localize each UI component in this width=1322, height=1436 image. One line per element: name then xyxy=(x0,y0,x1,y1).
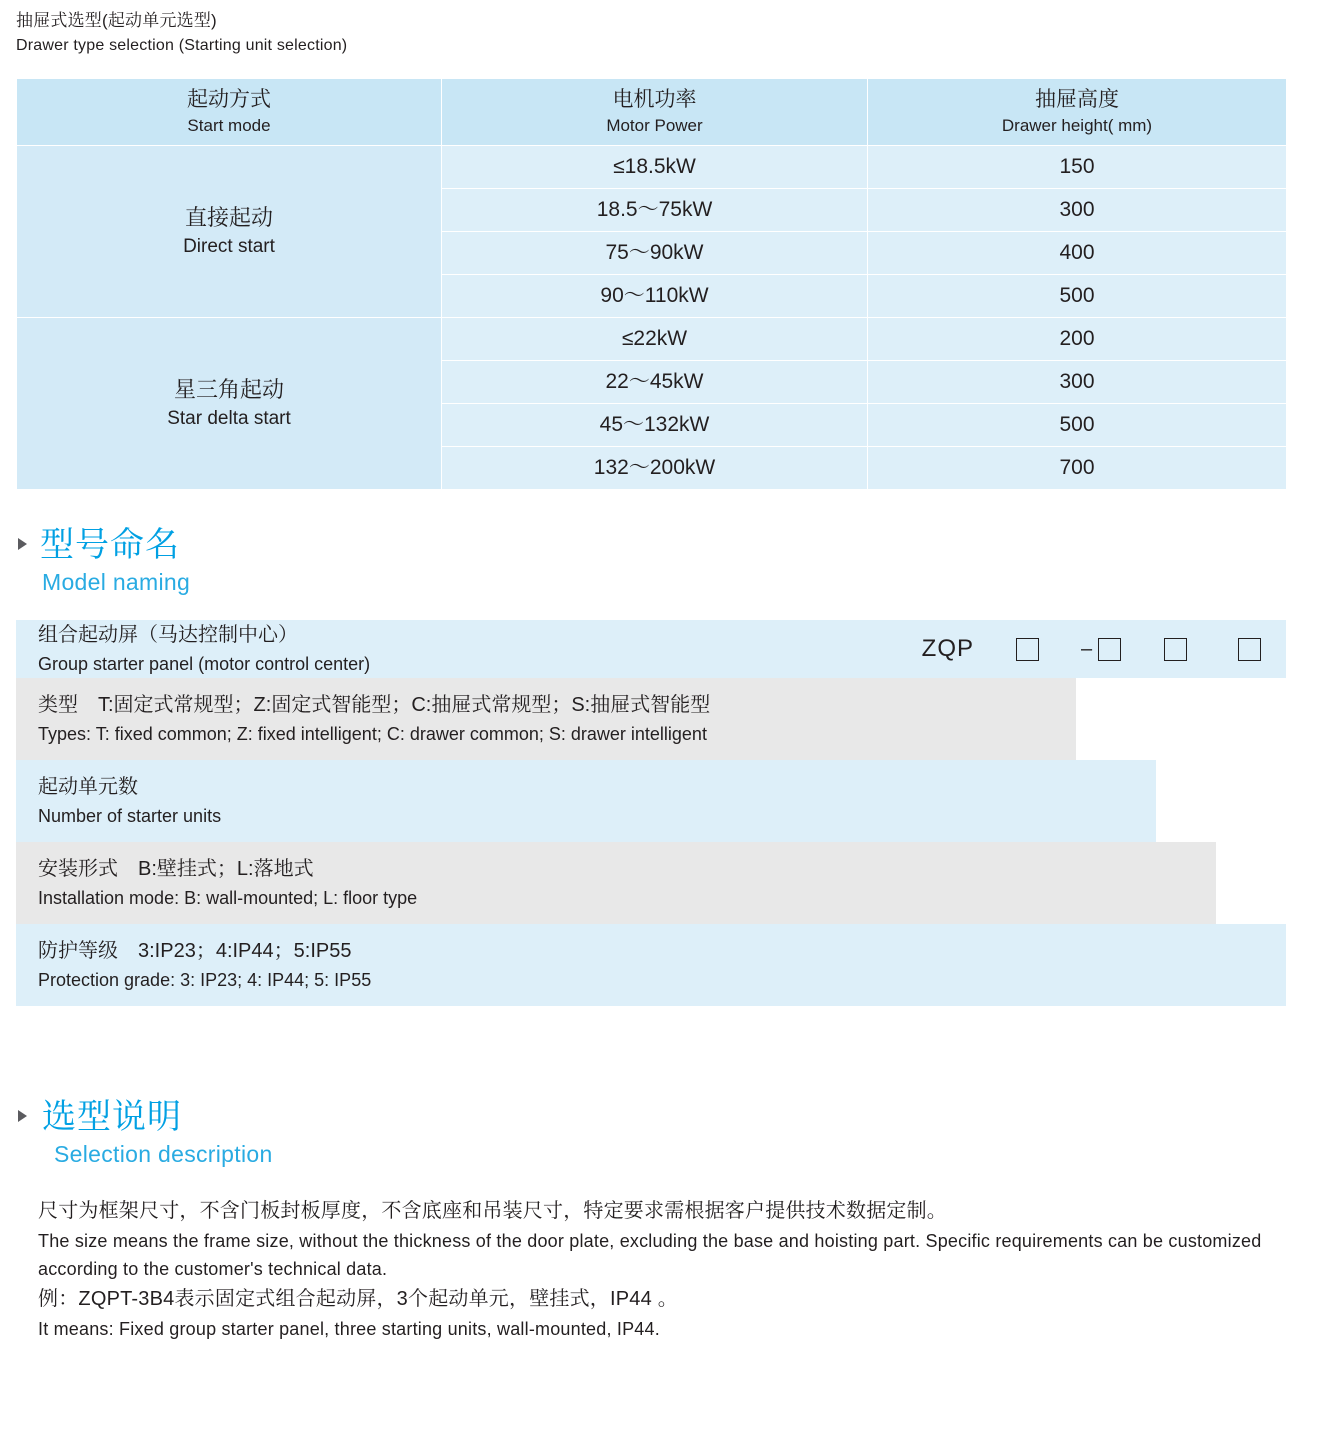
cell-power: 18.5～75kW xyxy=(442,189,868,232)
checkbox-square-icon xyxy=(1164,638,1187,661)
header-start-mode xyxy=(17,79,442,146)
cell-height: 700 xyxy=(868,447,1287,490)
header-drawer-height-cn: 抽屉高度 xyxy=(1035,88,1119,111)
cell-height: 500 xyxy=(868,275,1287,318)
triangle-right-icon xyxy=(18,1110,27,1122)
mode-direct-en: Direct start xyxy=(183,235,275,257)
model-naming-heading-cn: 型号命名 xyxy=(40,526,180,564)
model-naming-diagram xyxy=(16,620,1286,1006)
header-drawer-height xyxy=(868,79,1287,146)
cell-height: 300 xyxy=(868,189,1287,232)
code-slot-install[interactable] xyxy=(1138,638,1212,661)
naming-row-protection-en: Protection grade: 3: IP23; 4: IP44; 5: IP55 xyxy=(38,970,372,990)
cell-power: 132～200kW xyxy=(442,447,868,490)
naming-row-types-text xyxy=(16,678,1076,760)
cell-power: ≤18.5kW xyxy=(442,146,868,189)
code-slot-protection[interactable] xyxy=(1212,638,1286,661)
header-start-mode-cn: 起动方式 xyxy=(187,88,271,111)
naming-row-install-en: Installation mode: B: wall-mounted; L: floor type xyxy=(38,888,418,908)
cell-start-mode-star-delta xyxy=(17,318,442,490)
naming-row-product xyxy=(16,620,1286,678)
cell-height: 150 xyxy=(868,146,1287,189)
model-code-prefix: ZQP xyxy=(921,635,974,662)
drawer-selection-table xyxy=(16,78,1287,490)
desc-line-1-cn: 尺寸为框架尺寸，不含门板封板厚度，不含底座和吊装尺寸，特定要求需根据客户提供技术数据定制。 xyxy=(38,1200,947,1222)
triangle-right-icon xyxy=(18,538,27,550)
cell-height: 300 xyxy=(868,361,1287,404)
mode-direct-cn: 直接起动 xyxy=(184,204,273,230)
naming-row-install xyxy=(16,842,1216,924)
naming-row-types-en: Types: T: fixed common; Z: fixed intelligent; C: drawer common; S: drawer intelligent xyxy=(38,724,707,744)
table-row xyxy=(17,318,1287,361)
model-code-slots xyxy=(922,635,1286,663)
table-row xyxy=(17,146,1287,189)
model-naming-heading-en: Model naming xyxy=(42,569,191,595)
header-motor-power-en: Motor Power xyxy=(606,116,703,135)
checkbox-square-icon xyxy=(1016,638,1039,661)
checkbox-square-icon xyxy=(1238,638,1261,661)
naming-row-units-en: Number of starter units xyxy=(38,806,222,826)
cell-power: ≤22kW xyxy=(442,318,868,361)
header-drawer-height-en: Drawer height( mm) xyxy=(1001,116,1153,135)
checkbox-square-icon xyxy=(1098,638,1121,661)
naming-row-install-cn: 安装形式 B:壁挂式；L:落地式 xyxy=(38,858,314,880)
cell-power: 22～45kW xyxy=(442,361,868,404)
drawer-selection-table-wrap xyxy=(16,78,1286,490)
section-heading-selection-description xyxy=(18,1096,618,1170)
code-slot-units[interactable] xyxy=(1064,638,1138,661)
naming-row-units-text xyxy=(16,760,1156,842)
mode-star-delta-cn: 星三角起动 xyxy=(173,376,284,402)
naming-row-units-cn: 起动单元数 xyxy=(38,776,138,798)
mode-star-delta-en: Star delta start xyxy=(167,407,291,429)
desc-line-2-en: The size means the frame size, without the thickness of the door plate, excluding the base and hoisting part. Specific requirements can be customized according to the customer's technical data. xyxy=(38,1231,1262,1279)
naming-row-install-text xyxy=(16,842,1216,924)
selection-heading-cn: 选型说明 xyxy=(42,1098,182,1136)
naming-row-protection-text xyxy=(16,924,1286,1006)
table-caption-cn: 抽屉式选型(起动单元选型) xyxy=(16,11,217,30)
header-motor-power xyxy=(442,79,868,146)
cell-start-mode-direct xyxy=(17,146,442,318)
selection-heading-en: Selection description xyxy=(54,1141,273,1167)
desc-line-3-cn: 例：ZQPT-3B4表示固定式组合起动屏，3个起动单元，壁挂式，IP44 。 xyxy=(38,1288,678,1310)
naming-row-protection-cn: 防护等级 3:IP23；4:IP44；5:IP55 xyxy=(38,940,352,962)
header-motor-power-cn: 电机功率 xyxy=(612,88,697,111)
naming-row-product-en: Group starter panel (motor control center) xyxy=(38,654,371,674)
table-caption xyxy=(16,8,916,58)
table-header-row xyxy=(17,79,1287,146)
header-start-mode-en: Start mode xyxy=(187,116,271,135)
naming-row-units xyxy=(16,760,1156,842)
cell-power: 75～90kW xyxy=(442,232,868,275)
naming-row-product-cn: 组合起动屏（马达控制中心） xyxy=(38,624,298,646)
desc-line-4-en: It means: Fixed group starter panel, three starting units, wall-mounted, IP44. xyxy=(38,1319,660,1339)
naming-row-types xyxy=(16,678,1076,760)
table-caption-en: Drawer type selection (Starting unit selection) xyxy=(16,37,348,54)
cell-power: 90～110kW xyxy=(442,275,868,318)
selection-description-body xyxy=(38,1195,1298,1343)
naming-row-protection xyxy=(16,924,1286,1006)
naming-row-types-cn: 类型 T:固定式常规型；Z:固定式智能型；C:抽屉式常规型；S:抽屉式智能型 xyxy=(38,694,711,716)
section-heading-model-naming xyxy=(18,524,618,598)
cell-height: 200 xyxy=(868,318,1287,361)
code-slot-type[interactable] xyxy=(990,638,1064,661)
cell-height: 400 xyxy=(868,232,1287,275)
cell-power: 45～132kW xyxy=(442,404,868,447)
cell-height: 500 xyxy=(868,404,1287,447)
